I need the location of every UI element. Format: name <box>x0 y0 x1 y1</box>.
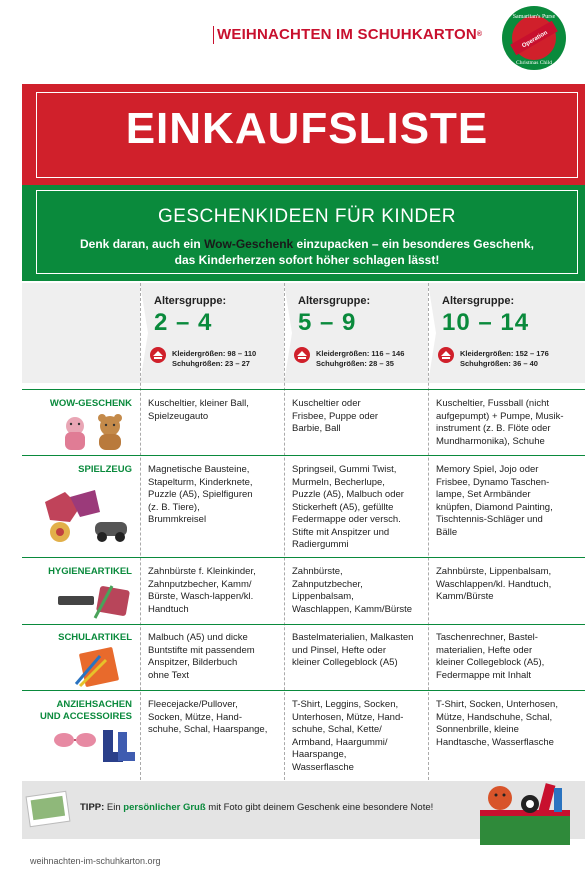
cell-wow-5-9: Kuscheltier oder Frisbee, Puppe oder Barbie, Ball <box>292 398 379 434</box>
age-label: Altersgruppe: <box>442 295 515 307</box>
age-group-1 <box>150 283 290 383</box>
cell-spielzeug-5-9: Springseil, Gummi Twist, Murmeln, Becherlupe, Puzzle (A5), Malbuch oder Stickerheft (A5), gefüllte Federmappe oder versch. Stifte mit Anspitzer und Radiergummi <box>292 464 404 550</box>
clothes-shoe-icon <box>294 347 310 363</box>
column-divider <box>140 283 141 780</box>
column-divider <box>284 283 285 780</box>
row-divider <box>22 624 585 625</box>
row-label-wow-geschenk: WOW-GESCHENK <box>49 398 132 409</box>
cell-kleidung-2-4: Fleecejacke/Pullover, Socken, Mütze, Hand- schuhe, Schal, Haarspange, <box>148 699 268 735</box>
cell-hygiene-5-9: Zahnbürste, Zahnputzbecher, Lippenbalsam, Waschlappen, Kamm/Bürste <box>292 566 413 615</box>
brand-name: WEIHNACHTEN IM SCHUHKARTON® <box>213 26 482 44</box>
row-label-schulartikel: SCHULARTIKEL <box>58 632 132 643</box>
row-divider <box>22 389 585 390</box>
age-label: Altersgruppe: <box>154 295 227 307</box>
cell-schule-10-14: Taschenrechner, Bastel- materialien, Hefte oder kleiner Collegeblock (A5), Federmappe mit Inhalt <box>436 632 545 681</box>
age-range: 10 – 14 <box>442 309 530 336</box>
size-info: Kleidergrößen: 116 – 146 Schuhgrößen: 28 – 35 <box>316 349 405 368</box>
cell-schule-2-4: Malbuch (A5) und dicke Buntstifte mit passendem Anspitzer, Bilderbuch ohne Text <box>148 632 255 681</box>
cell-hygiene-10-14: Zahnbürste, Lippenbalsam, Waschlappen/kl. Handtuch, Kamm/Bürste <box>436 566 552 602</box>
size-info: Kleidergrößen: 152 – 176 Schuhgrößen: 36 – 40 <box>460 349 549 368</box>
row-label-spielzeug: SPIELZEUG <box>78 464 132 475</box>
cell-schule-5-9: Bastelmaterialien, Malkasten und Pinsel, Hefte oder kleiner Collegeblock (A5) <box>292 632 414 668</box>
footer-url: weihnachten-im-schuhkarton.org <box>30 856 161 866</box>
school-supplies-illustration <box>70 646 130 688</box>
plush-toys-illustration <box>55 412 135 452</box>
toys-illustration <box>40 482 135 547</box>
age-range: 5 – 9 <box>298 309 357 336</box>
age-group-3 <box>438 283 583 383</box>
cell-spielzeug-2-4: Magnetische Bausteine, Stapelturm, Kinderknete, Puzzle (A5), Spielfiguren (z. B. Tiere), Brummkreisel <box>148 464 253 525</box>
cell-wow-10-14: Kuscheltier, Fussball (nicht aufgepumpt) + Pumpe, Musik- instrument (z. B. Flöte oder Mundharmonika), Schuhe <box>436 398 564 447</box>
row-divider <box>22 455 585 456</box>
svg-text:Samaritan's Purse: Samaritan's Purse <box>512 14 556 20</box>
intro-text: Denk daran, auch ein Wow-Geschenk einzupacken – ein besonderes Geschenk, das Kinderherzen sofort höher schlagen lässt! <box>80 237 534 267</box>
cell-wow-2-4: Kuscheltier, kleiner Ball, Spielzeugauto <box>148 398 249 422</box>
age-label: Altersgruppe: <box>298 295 371 307</box>
svg-text:Operation: Operation <box>521 30 549 50</box>
size-info: Kleidergrößen: 98 – 110 Schuhgrößen: 23 – 27 <box>172 349 257 368</box>
clothing-illustration <box>48 726 136 770</box>
age-group-2 <box>294 283 434 383</box>
row-label-hygieneartikel: HYGIENEARTIKEL <box>48 566 132 577</box>
row-divider <box>22 557 585 558</box>
photo-card-illustration <box>24 786 76 834</box>
column-divider <box>428 283 429 780</box>
cell-spielzeug-10-14: Memory Spiel, Jojo oder Frisbee, Dynamo Taschen- lampe, Set Armbänder knüpfen, Diamond Painting, Tischtennis-Schläger und Bälle <box>436 464 553 538</box>
clothes-shoe-icon <box>150 347 166 363</box>
svg-text:Christmas Child: Christmas Child <box>516 60 552 66</box>
cell-kleidung-5-9: T-Shirt, Leggins, Socken, Unterhosen, Mütze, Hand- schuhe, Schal, Kette/ Armband, Haargummi/ Haarspange, Wasserflasche <box>292 699 404 773</box>
page-title: EINKAUFSLISTE <box>125 104 489 153</box>
row-divider <box>22 690 585 691</box>
shoebox-gifts-illustration <box>470 770 580 850</box>
row-label-anziehsachen: ANZIEHSACHEN UND ACCESSOIRES <box>39 699 132 722</box>
hygiene-items-illustration <box>50 582 135 622</box>
age-range: 2 – 4 <box>154 309 213 336</box>
cell-kleidung-10-14: T-Shirt, Socken, Unterhosen, Mütze, Handschuhe, Schal, Sonnenbrille, kleine Handtasche, Wasserflasche <box>436 699 558 748</box>
page-subtitle: GESCHENKIDEEN FÜR KINDER <box>157 206 457 227</box>
samaritans-purse-logo <box>500 4 568 72</box>
tip-text: TIPP: Ein persönlicher Gruß mit Foto gibt deinem Geschenk eine besondere Note! <box>80 802 434 813</box>
clothes-shoe-icon <box>438 347 454 363</box>
cell-hygiene-2-4: Zahnbürste f. Kleinkinder, Zahnputzbecher, Kamm/ Bürste, Wasch-lappen/kl. Handtuch <box>148 566 256 615</box>
header-arrow <box>140 283 148 383</box>
